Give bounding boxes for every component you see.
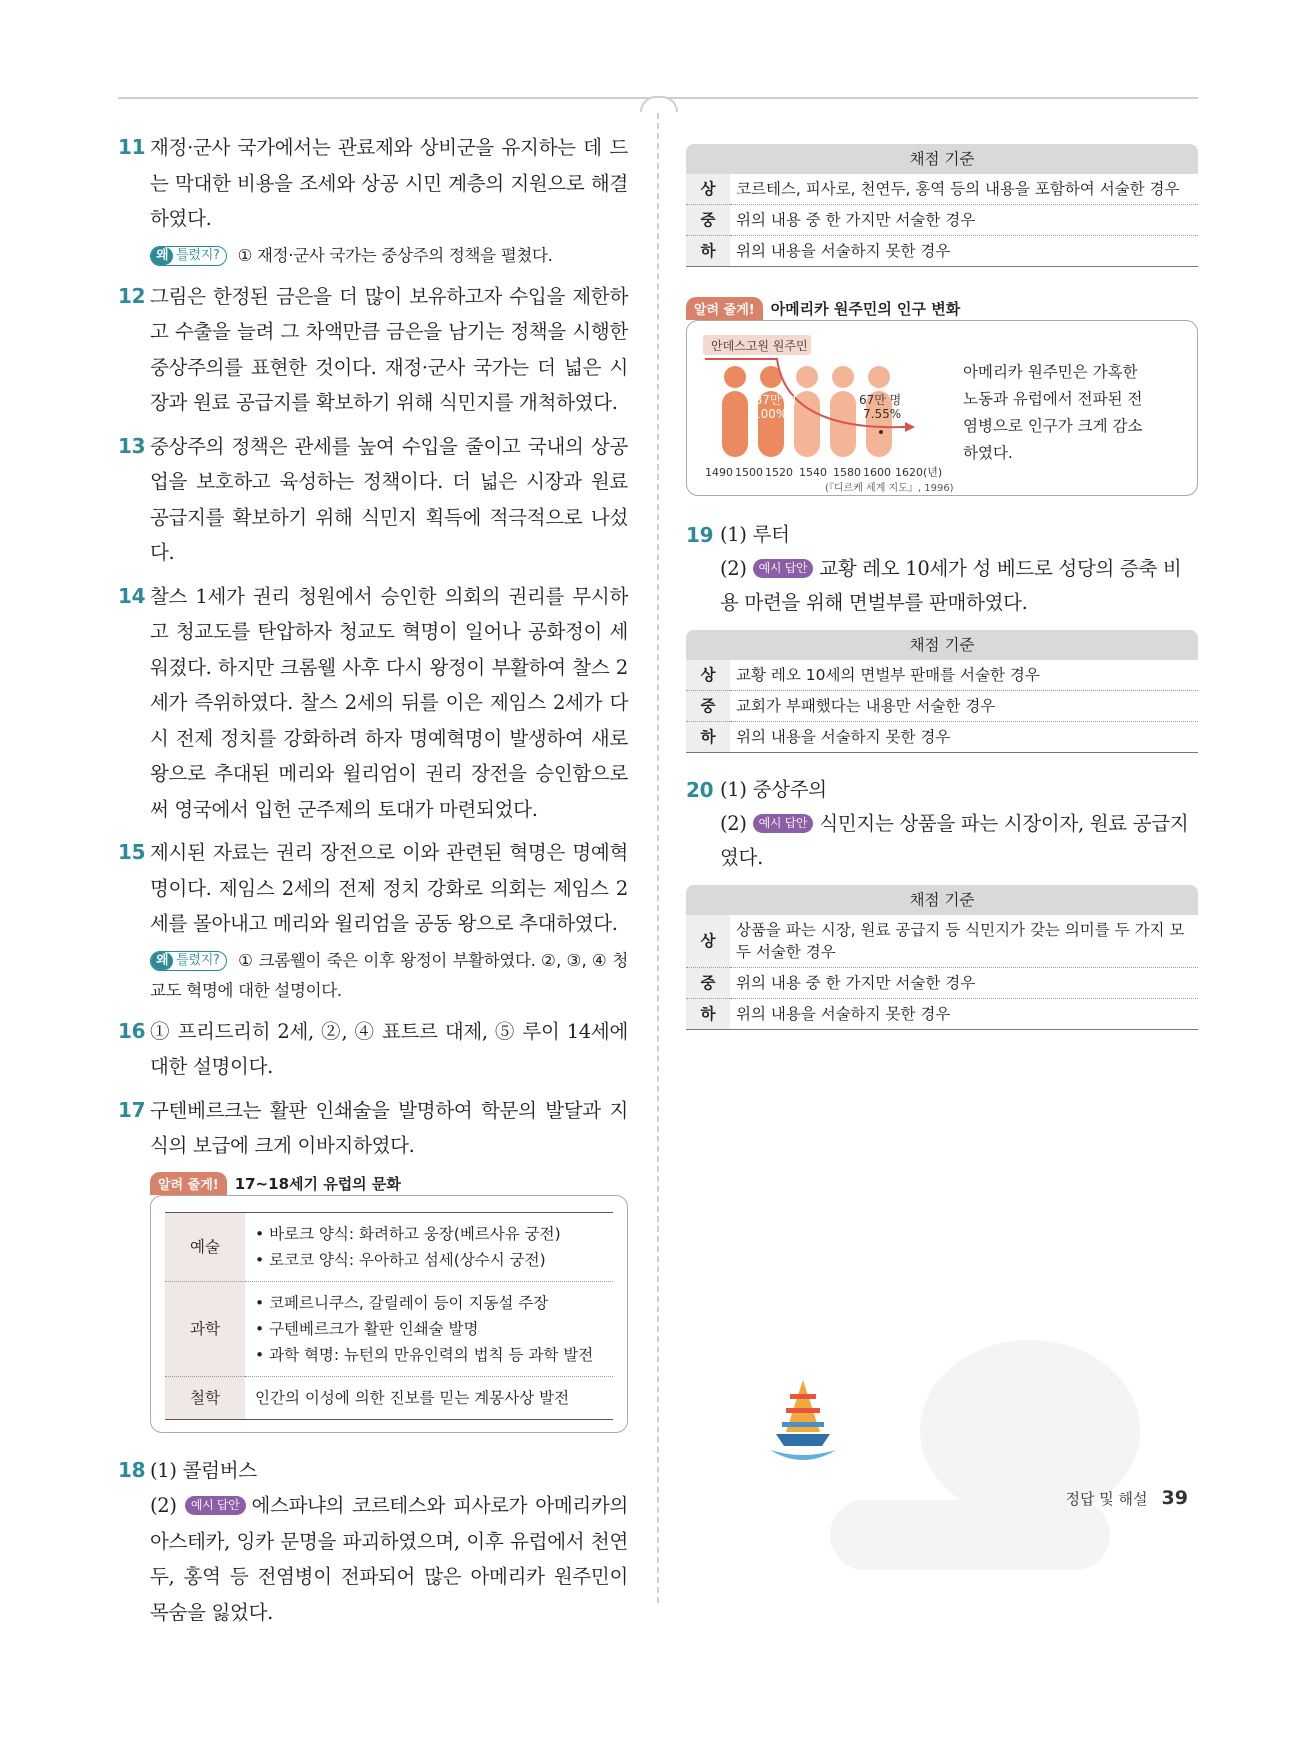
column-divider (657, 103, 659, 1603)
question-number: 20 (686, 778, 714, 802)
table-row (686, 968, 1198, 999)
start-value-label: 887만 명 (747, 393, 797, 407)
grade-text: 위의 내용을 서술하지 못한 경우 (730, 722, 1198, 753)
row-item: 인간의 이성에 의한 진보를 믿는 계몽사상 발전 (255, 1388, 570, 1407)
grading-title: 채점 기준 (686, 885, 1198, 915)
question-number: 11 (118, 135, 146, 159)
tip-header (150, 1172, 628, 1195)
table-row (686, 999, 1198, 1030)
answer-part1: (1) 콜럼버스 (150, 1458, 257, 1482)
grade-level: 중 (686, 205, 730, 236)
end-point (879, 430, 883, 434)
tip-content (686, 320, 1198, 496)
table-row (686, 660, 1198, 691)
why-wrong-text: ① 재정·군사 국가는 중상주의 정책을 펼쳤다. (237, 245, 553, 265)
question-number: 12 (118, 283, 146, 308)
answer-part2: (2) 예시 답안 식민지는 상품을 파는 시장이자, 원료 공급지였다. (720, 812, 1189, 869)
grade-level: 중 (686, 968, 730, 999)
why-wrong-text: ① 크롬웰이 죽은 이후 왕정이 부활하였다. ②, ③, ④ 청교도 혁명에 대한 설명이다. (150, 950, 628, 1000)
table-row (686, 205, 1198, 236)
answer-text: 그림은 한정된 금은을 더 많이 보유하고자 수입을 제한하고 수출을 늘려 그 차액만큼 금은을 남기는 정책을 시행한 중상주의를 표현한 것이다. 재정·군사 국가는 더 넓은 시장과 원료 공급지를 확보하기 위해 식민지를 개척하였다. (150, 284, 628, 414)
row-body (245, 1212, 613, 1281)
table-row (165, 1376, 613, 1419)
table-row (165, 1212, 613, 1281)
grade-text: 코르테스, 피사로, 천연두, 홍역 등의 내용을 포함하여 서술한 경우 (730, 174, 1198, 205)
grading-title: 채점 기준 (686, 144, 1198, 174)
answer-12 (118, 279, 628, 421)
question-number: 18 (118, 1457, 146, 1482)
grade-level: 하 (686, 999, 730, 1030)
row-item: • 바로크 양식: 화려하고 웅장(베르사유 궁전) (255, 1224, 561, 1243)
row-head: 철학 (165, 1376, 245, 1419)
grade-text: 상품을 파는 시장, 원료 공급지 등 식민지가 갖는 의미를 두 가지 모두 서술한 경우 (730, 915, 1198, 968)
answer-18 (118, 1453, 628, 1631)
sailboat-icon (768, 1380, 838, 1460)
grade-level: 상 (686, 660, 730, 691)
population-chart (695, 321, 965, 495)
tip-badge: 알려 줄게! (686, 297, 763, 320)
footer-label: 정답 및 해설 (1065, 1490, 1148, 1508)
tip-header (686, 297, 1198, 320)
start-pct-label: 100% (753, 407, 788, 421)
year-tick: 1540 (799, 466, 827, 479)
answer-text: 찰스 1세가 권리 청원에서 승인한 의회의 권리를 무시하고 청교도를 탄압하자 청교도 혁명이 일어나 공화정이 세워졌다. 하지만 크롬웰 사후 다시 왕정이 부활하여 찰스 2세가 즉위하였다. 찰스 2세의 뒤를 이은 제임스 2세가 다시 전제 정치를 강화하려 하자 명예혁명이 발생하여 새로 왕으로 추대된 메리와 윌리엄이 권리 장전을 승인함으로써 영국에서 입헌 군주제의 토대가 마련되었다. (150, 584, 628, 821)
row-body (245, 1281, 613, 1376)
answer-part1: (1) 루터 (720, 523, 790, 546)
row-item: • 구텐베르크가 활판 인쇄술 발명 (255, 1319, 479, 1338)
end-pct-label: 7.55% (863, 407, 902, 421)
person-figure (722, 366, 748, 457)
tip-content (150, 1195, 628, 1433)
year-axis (705, 465, 942, 479)
culture-table (165, 1212, 613, 1420)
person-figure (794, 366, 820, 457)
answer-text: ① 프리드리히 2세, ②, ④ 표트르 대제, ⑤ 루이 14세에 대한 설명이다. (150, 1019, 628, 1078)
year-tick: 1520 (765, 466, 793, 479)
page-number: 39 (1161, 1487, 1188, 1509)
grade-level: 중 (686, 691, 730, 722)
grade-text: 교황 레오 10세의 면벌부 판매를 서술한 경우 (730, 660, 1198, 691)
answer-text: 재정·군사 국가에서는 관료제와 상비군을 유지하는 데 드는 막대한 비용을 조세와 상공 시민 계층의 지원으로 해결하였다. (150, 136, 628, 230)
grade-text: 위의 내용 중 한 가지만 서술한 경우 (730, 968, 1198, 999)
answer-15 (118, 835, 628, 1006)
tip-title: 아메리카 원주민의 인구 변화 (770, 300, 961, 318)
row-head: 예술 (165, 1212, 245, 1281)
answer-text: 중상주의 정책은 관세를 높여 수입을 줄이고 국내의 상공업을 보호하고 육성하는 정책이다. 더 넓은 시장과 원료 공급지를 확보하기 위해 식민지 획득에 적극적으로 나섰다. (150, 434, 628, 564)
example-answer-badge: 예시 답안 (753, 559, 814, 578)
chart-source: (『디르케 세계 지도』, 1996) (825, 483, 954, 494)
grading-title: 채점 기준 (686, 630, 1198, 660)
page-footer (1066, 1487, 1188, 1509)
question-number: 13 (118, 433, 146, 458)
why-wrong-badge: 왜 틀렸지? (150, 246, 227, 266)
tip-box-culture (150, 1172, 628, 1433)
year-tick: 1600 (863, 466, 891, 479)
year-tick: 1500 (735, 466, 763, 479)
answer-20 (686, 773, 1198, 875)
answer-14 (118, 579, 628, 828)
answer-19 (686, 518, 1198, 620)
why-wrong-note (150, 946, 628, 1006)
curve-arrowhead (905, 422, 915, 432)
right-column (686, 140, 1198, 1050)
question-number: 14 (118, 583, 146, 608)
question-number: 17 (118, 1097, 146, 1122)
example-answer-badge: 예시 답안 (753, 814, 814, 833)
why-wrong-note (150, 241, 628, 271)
decorative-cloud (830, 1500, 1110, 1570)
chart-label: 안데스고원 원주민 (711, 339, 808, 353)
grade-text: 위의 내용 중 한 가지만 서술한 경우 (730, 205, 1198, 236)
year-tick: 1490 (705, 466, 733, 479)
grading-table-18 (686, 144, 1198, 267)
table-row (165, 1281, 613, 1376)
example-answer-badge: 예시 답안 (185, 1496, 246, 1515)
grade-level: 하 (686, 236, 730, 267)
person-figure (830, 366, 856, 457)
grading-table-20 (686, 885, 1198, 1030)
grade-text: 위의 내용을 서술하지 못한 경우 (730, 999, 1198, 1030)
answer-part1: (1) 중상주의 (720, 778, 827, 801)
answer-11 (118, 130, 628, 271)
row-head: 과학 (165, 1281, 245, 1376)
question-number: 19 (686, 523, 714, 547)
grade-level: 상 (686, 915, 730, 968)
grading-table-19 (686, 630, 1198, 753)
why-wrong-badge: 왜 틀렸지? (150, 951, 227, 971)
answer-16 (118, 1014, 628, 1085)
row-item: • 로코코 양식: 우아하고 섬세(상수시 궁전) (255, 1250, 546, 1269)
table-row (686, 236, 1198, 267)
answer-text: 구텐베르크는 활판 인쇄술을 발명하여 학문의 발달과 지식의 보급에 크게 이바지하였다. (150, 1098, 628, 1157)
population-description: 아메리카 원주민은 가혹한 노동과 유럽에서 전파된 전염병으로 인구가 크게 감소하였다. (963, 363, 1143, 462)
tip-box-population (686, 297, 1198, 496)
grade-text: 교회가 부패했다는 내용만 서술한 경우 (730, 691, 1198, 722)
row-body (245, 1376, 613, 1419)
grade-text: 위의 내용을 서술하지 못한 경우 (730, 236, 1198, 267)
grade-level: 하 (686, 722, 730, 753)
tip-badge: 알려 줄게! (150, 1172, 227, 1195)
grade-level: 상 (686, 174, 730, 205)
question-number: 15 (118, 840, 146, 864)
row-item: • 과학 혁명: 뉴턴의 만유인력의 법칙 등 과학 발전 (255, 1345, 594, 1364)
answer-text: 제시된 자료는 권리 장전으로 이와 관련된 혁명은 명예혁명이다. 제임스 2세의 전제 정치 강화로 의회는 제임스 2세를 몰아내고 메리와 윌리엄을 공동 왕으로 추대하였다. (150, 841, 628, 935)
table-row (686, 691, 1198, 722)
table-row (686, 174, 1198, 205)
tip-title: 17~18세기 유럽의 문화 (234, 1174, 401, 1193)
answer-17 (118, 1093, 628, 1164)
year-tick: 1580 (833, 466, 861, 479)
question-number: 16 (118, 1018, 146, 1043)
left-column (118, 130, 628, 1638)
table-row (686, 722, 1198, 753)
year-tick: 1620(년) (895, 466, 943, 479)
answer-13 (118, 429, 628, 571)
end-value-label: 67만 명 (859, 393, 902, 407)
table-row (686, 915, 1198, 968)
answer-part2: (2) 예시 답안 교황 레오 10세가 성 베드로 성당의 증축 비용 마련을 위해 면벌부를 판매하였다. (720, 557, 1182, 614)
row-item: • 코페르니쿠스, 갈릴레이 등이 지동설 주장 (255, 1293, 549, 1312)
answer-part2: (2) 예시 답안 에스파냐의 코르테스와 피사로가 아메리카의 아스테카, 잉카 문명을 파괴하였으며, 이후 유럽에서 천연두, 홍역 등 전염병이 전파되어 많은 아메리카 원주민이 목숨을 잃었다. (150, 1494, 628, 1624)
